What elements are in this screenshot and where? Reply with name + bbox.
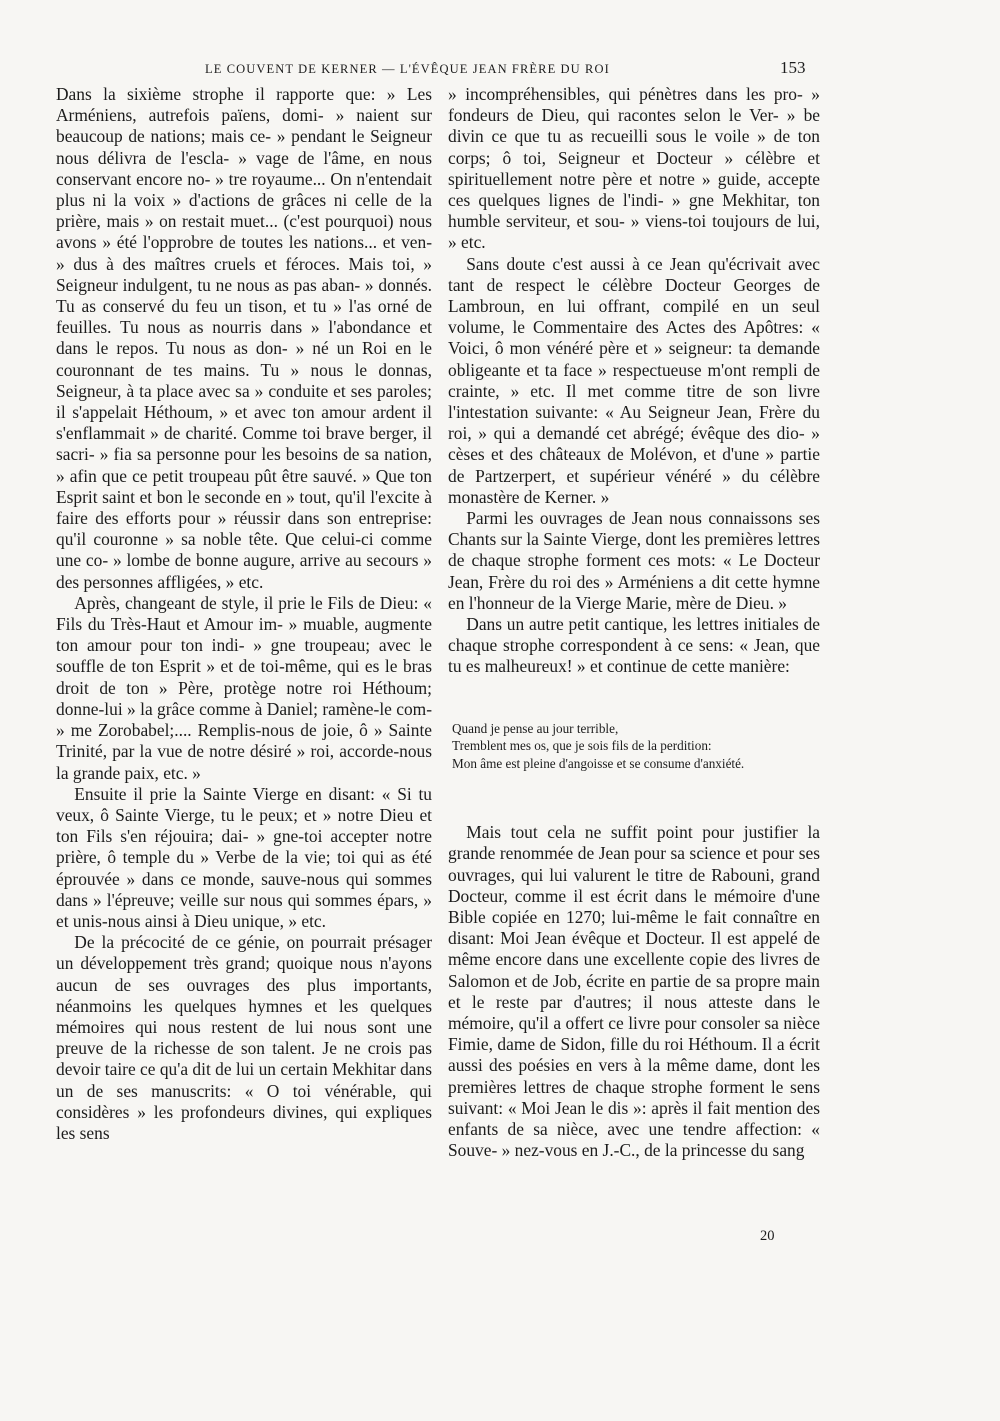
paragraph: Dans un autre petit cantique, les lettres initiales de chaque strophe correspondent à ce sens: « Jean, que tu es malheureux! » et continue de cette manière: (448, 614, 820, 677)
paragraph: Dans la sixième strophe il rapporte que: » Les Arméniens, autrefois païens, domi- » naient sur beaucoup de nations; mais ce- » pendant le Seigneur nous délivra de l'escla- » vage de l'âme, en nous conservant encore no- » tre royaume... On n'entendait plus ni la voix » d'actions de grâces ni celle de la prière, mais » on restait muet... (c'est pourquoi) nous avons » été l'opprobre de toutes les nations... et ven- » dus à des maîtres cruels et féroces. Mais toi, » Seigneur indulgent, tu ne nous as pas aban- » donnés. Tu as conservé du feu un tison, et tu » l'as orné de feuilles. Tu nous as nourris dans » l'abondance et dans le repos. Tu nous as don- » né un Roi en le couronnant de tes mains. Tu » nous le donnas, Seigneur, à ta place avec sa » conduite et ses paroles; il s'appelait Héthoum, » et avec ton amour ardent il s'enflammait » de charité. Comme toi brave berger, il sacri- » fia sa personne pour les besoins de sa nation, » afin que ce petit troupeau pût être sauvé. » Que ton Esprit saint et bon le seconde en » tout, qu'il l'excite à faire des efforts pour » réussir dans son entreprise: qu'il couronne » sa noble tête. Que celui-ci comme une co- » lombe de bonne augure, arrive au secours » des personnes affligées, » etc. (56, 84, 432, 592)
signature-mark: 20 (760, 1228, 775, 1244)
poem-line: Quand je pense au jour terrible, (452, 720, 619, 736)
paragraph: De la précocité de ce génie, on pourrait présager un développement très grand; quoique nous n'ayons aucun de ses ouvrages des plus importants, néanmoins les quelques hymnes et les quelques mémoires qui nous restent de lui nous sont une preuve de la richesse de son talent. Je ne crois pas devoir taire ce qu'a dit de lui un certain Mekhitar dans un de ses manuscrits: « O toi vénérable, qui considères » les profondeurs divines, qui expliques les sens (56, 932, 432, 1143)
paragraph: Ensuite il prie la Sainte Vierge en disant: « Si tu veux, ô Sainte Vierge, tu le peux; et » notre Dieu et ton Fils s'en réjouira; dai- » gne-toi accepter notre prière, ô temple du » Verbe de la vie; toi qui as été éprouvée » dans ce monde, sauve-nous qui sommes dans » l'épreuve; veille sur nous qui sommes épars, » et unis-nous ainsi à Dieu unique, » etc. (56, 783, 432, 931)
page-header (0, 58, 1000, 80)
paragraph: » incompréhensibles, qui pénètres dans les pro- » fondeurs de Dieu, qui racontes selon le Ver- » be divin ce que tu as recueilli sous le voile » de ton corps; ô toi, Seigneur et Docteur » célèbre et spirituellement notre père et notre » guide, accepte ces quelques lignes de l'indi- » gne Mekhitar, ton humble serviteur, et sou- » viens-toi toujours de lui, » etc. (448, 84, 820, 253)
running-title: LE COUVENT DE KERNER — L'ÉVÊQUE JEAN FRÈRE DU ROI (205, 62, 610, 76)
poem-line: Mon âme est pleine d'angoisse et se consume d'anxiété. (452, 755, 745, 771)
poem-line: Tremblent mes os, que je sois fils de la perdition: (452, 738, 712, 754)
right-column (448, 84, 820, 1161)
page-number: 153 (780, 58, 806, 77)
left-column (56, 84, 432, 1144)
paragraph: Sans doute c'est aussi à ce Jean qu'écrivait avec tant de respect le célèbre Docteur Georges de Lambroun, en lui offrant, compilé en un seul volume, le Commentaire des Actes des Apôtres: « Voici, ô mon vénéré père et » seigneur: ta demande obligeante et ta face » respectueuse m'ont rempli de crainte, » etc. Il met comme titre de son livre l'intestation suivante: « Au Seigneur Jean, Frère du roi, » qui a demandé cet abrégé; évêque des dio- » cèses et des châteaux de Molévon, et d'une » partie de Partzerpert, et supérieur vénéré » du célèbre monastère de Kerner. » (448, 253, 820, 507)
paragraph: Mais tout cela ne suffit point pour justifier la grande renommée de Jean pour sa science et pour ses ouvrages, qui lui valurent le titre de Rabouni, grand Docteur, comme il est écrit dans le mémoire d'une Bible copiée en 1270; lui-même le fait connaître en disant: Moi Jean évêque et Docteur. Il est appelé de même encore dans une excellente copie des livres de Salomon et de Job, écrite en partie de sa propre main et le reste par d'autres; il nous atteste dans le mémoire, qu'il a offert ce livre pour consoler sa nièce Fimie, dame de Sidon, fille du roi Héthoum. Il a écrit aussi des poésies en vers à la même dame, dont les premières lettres de chaque strophe forment le sens suivant: « Moi Jean le dis »: après il fait mention des enfants de sa nièce, avec une tendre affection: « Souve- » nez-vous en J.-C., de la princesse du sang (448, 822, 820, 1161)
paragraph: Après, changeant de style, il prie le Fils de Dieu: « Fils du Très-Haut et Amour im- » muable, augmente ton amour pour ton indi- » gne troupeau; avec le souffle de ton Esprit » et de toi-même, qui es le bras droit de ton » Père, protège notre roi Héthoum; donne-lui » la grâce comme à Daniel; ramène-le com- » me Zorobabel;.... Remplis-nous de joie, ô » Sainte Trinité, par la vue de notre désiré » roi, accorde-nous la grande paix, etc. » (56, 592, 432, 783)
paragraph: Parmi les ouvrages de Jean nous connaissons ses Chants sur la Sainte Vierge, dont les premières lettres de chaque strophe forment ces mots: « Le Docteur Jean, Frère du roi des » Arméniens a dit cette hymne en l'honneur de la Vierge Marie, mère de Dieu. » (448, 508, 820, 613)
poem-quote (452, 720, 820, 773)
